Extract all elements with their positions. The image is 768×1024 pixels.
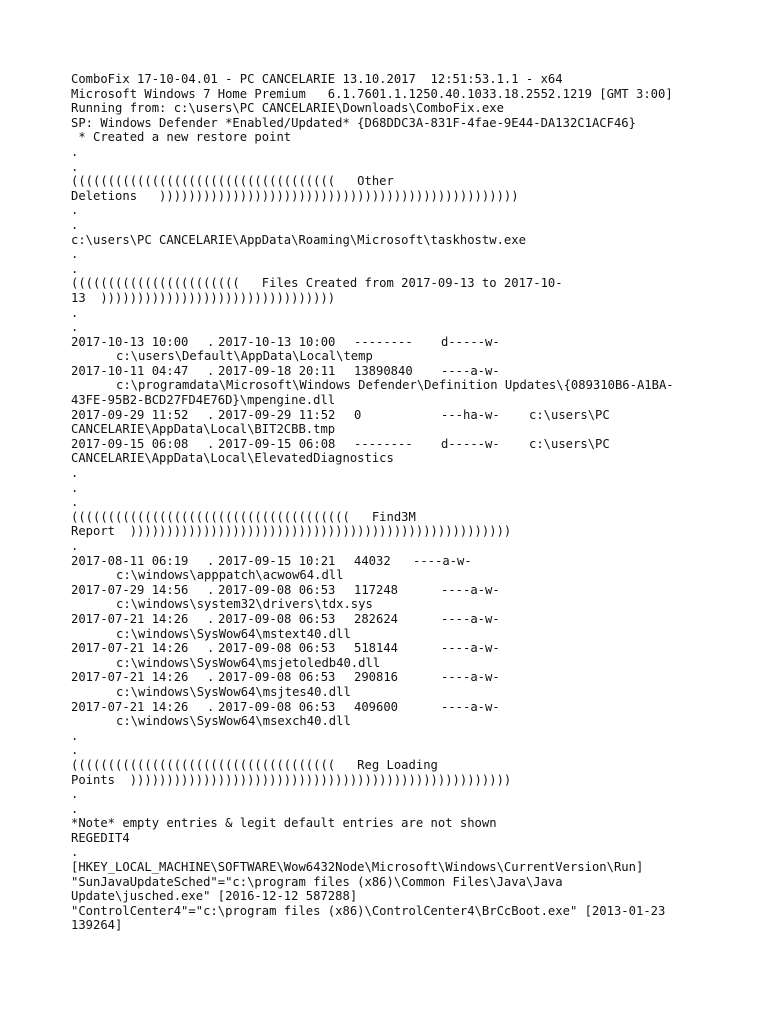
restore-point-line: * Created a new restore point: [71, 130, 292, 145]
registry-value: "ControlCenter4"="c:\program files (x86)\ControlCenter4\BrCcBoot.exe" [2013-01-23: [71, 903, 666, 918]
file-path: c:\users\PC: [529, 407, 610, 422]
file-entry: [71, 700, 711, 715]
file-path: c:\windows\SysWow64\mstext40.dll: [116, 626, 351, 641]
file-entry: [71, 437, 711, 452]
file-entry: [71, 364, 711, 379]
file-path: c:\programdata\Microsoft\Windows Defender\Definition Updates\{089310B6-A1BA-: [116, 378, 674, 393]
file-path: c:\windows\SysWow64\msjtes40.dll: [116, 684, 351, 699]
modified-date: 2017-09-18 20:11: [218, 363, 336, 378]
file-path: c:\windows\apppatch\acwow64.dll: [116, 568, 344, 583]
created-date: 2017-09-15 06:08: [71, 436, 189, 451]
section-header-find3m: (((((((((((((((((((((((((((((((((((((( Find3M: [71, 509, 416, 524]
deleted-file-path: c:\users\PC CANCELARIE\AppData\Roaming\Microsoft\taskhostw.exe: [71, 232, 526, 247]
file-path-cont: CANCELARIE\AppData\Local\ElevatedDiagnostics: [71, 451, 394, 466]
section-header-reg-loading-cont: Points )))))))))))))))))))))))))))))))))))))))))))))))))))): [71, 772, 512, 787]
entry-separator: .: [207, 582, 215, 597]
section-header-files-created-cont: 13 )))))))))))))))))))))))))))))))): [71, 290, 336, 305]
file-path: c:\users\PC: [529, 436, 610, 451]
file-attributes: ----a-w-: [441, 641, 500, 656]
entry-separator: .: [207, 334, 215, 349]
file-attributes: d-----w-: [441, 436, 500, 451]
file-attributes: ----a-w-: [441, 611, 500, 626]
file-size: 0: [354, 407, 362, 422]
registry-value-cont: Update\jusched.exe" [2016-12-12 587288]: [71, 889, 358, 904]
file-path: c:\windows\system32\drivers\tdx.sys: [116, 597, 373, 612]
modified-date: 2017-09-29 11:52: [218, 407, 336, 422]
file-size: 409600: [354, 699, 399, 714]
file-attributes: ---ha-w-: [441, 407, 500, 422]
separator-dot: .: [71, 305, 79, 320]
modified-date: 2017-09-08 06:53: [218, 582, 336, 597]
file-path: c:\windows\SysWow64\msexch40.dll: [116, 714, 351, 729]
separator-dot: .: [71, 539, 79, 553]
file-entry: [71, 554, 711, 569]
note-line: *Note* empty entries & legit default entries are not shown: [71, 816, 497, 831]
created-date: 2017-10-13 10:00: [71, 334, 189, 349]
file-entry: [71, 583, 711, 598]
section-header-other-deletions: (((((((((((((((((((((((((((((((((((( Other: [71, 174, 394, 189]
security-provider-line: SP: Windows Defender *Enabled/Updated* {D68DDC3A-831F-4fae-9E44-DA132C1ACF46}: [71, 115, 636, 130]
separator-dot: .: [71, 466, 79, 481]
separator-dot: .: [71, 203, 79, 218]
file-size: 290816: [354, 670, 399, 685]
file-path-cont: 43FE-95B2-BCD27FD4E76D}\mpengine.dll: [71, 393, 336, 408]
file-entry: [71, 641, 711, 656]
separator-dot: .: [71, 261, 79, 276]
file-size: 44032: [354, 553, 391, 568]
separator-dot: .: [71, 480, 79, 495]
created-date: 2017-07-21 14:26: [71, 670, 189, 685]
file-attributes: ----a-w-: [413, 553, 472, 568]
file-attributes: ----a-w-: [441, 699, 500, 714]
entry-separator: .: [207, 363, 215, 378]
separator-dot: .: [71, 320, 79, 335]
running-from-line: Running from: c:\users\PC CANCELARIE\Downloads\ComboFix.exe: [71, 101, 504, 116]
separator-dot: .: [71, 801, 79, 816]
separator-dot: .: [71, 787, 79, 802]
separator-dot: .: [71, 217, 79, 232]
entry-separator: .: [207, 670, 215, 685]
os-info-line: Microsoft Windows 7 Home Premium 6.1.7601.1.1250.40.1033.18.2552.1219 [GMT 3:00]: [71, 86, 673, 101]
entry-separator: .: [207, 553, 215, 568]
registry-value-cont: 139264]: [71, 918, 123, 933]
modified-date: 2017-09-08 06:53: [218, 699, 336, 714]
registry-value: "SunJavaUpdateSched"="c:\program files (x86)\Common Files\Java\Java: [71, 874, 563, 889]
entry-separator: .: [207, 611, 215, 626]
separator-dot: .: [71, 845, 79, 860]
modified-date: 2017-09-15 06:08: [218, 436, 336, 451]
section-header-find3m-cont: Report )))))))))))))))))))))))))))))))))))))))))))))))))))): [71, 524, 512, 539]
file-size: --------: [354, 334, 413, 349]
modified-date: 2017-10-13 10:00: [218, 334, 336, 349]
file-entry: [71, 408, 711, 423]
separator-dot: .: [71, 743, 79, 758]
combofix-log: [71, 72, 711, 933]
file-size: 282624: [354, 611, 399, 626]
separator-dot: .: [71, 144, 79, 159]
section-header-reg-loading: (((((((((((((((((((((((((((((((((((( Reg Loading: [71, 757, 438, 772]
created-date: 2017-07-21 14:26: [71, 641, 189, 656]
file-path: c:\windows\SysWow64\msjetoledb40.dll: [116, 655, 381, 670]
section-header-files-created: ((((((((((((((((((((((( Files Created from 2017-09-13 to 2017-10-: [71, 276, 563, 291]
modified-date: 2017-09-08 06:53: [218, 641, 336, 656]
separator-dot: .: [71, 495, 79, 510]
file-entry: [71, 612, 711, 627]
modified-date: 2017-09-08 06:53: [218, 670, 336, 685]
entry-separator: .: [207, 436, 215, 451]
file-attributes: ----a-w-: [441, 670, 500, 685]
file-attributes: d-----w-: [441, 334, 500, 349]
separator-dot: .: [71, 159, 79, 174]
created-date: 2017-07-21 14:26: [71, 699, 189, 714]
created-date: 2017-09-29 11:52: [71, 407, 189, 422]
log-header-line: ComboFix 17-10-04.01 - PC CANCELARIE 13.10.2017 12:51:53.1.1 - x64: [71, 72, 563, 86]
entry-separator: .: [207, 407, 215, 422]
entry-separator: .: [207, 641, 215, 656]
file-entry: [71, 670, 711, 685]
registry-key: [HKEY_LOCAL_MACHINE\SOFTWARE\Wow6432Node\Microsoft\Windows\CurrentVersion\Run]: [71, 860, 644, 875]
file-path-cont: CANCELARIE\AppData\Local\BIT2CBB.tmp: [71, 422, 336, 437]
created-date: 2017-07-29 14:56: [71, 582, 189, 597]
separator-dot: .: [71, 728, 79, 743]
entry-separator: .: [207, 699, 215, 714]
created-date: 2017-08-11 06:19: [71, 553, 189, 568]
file-size: 117248: [354, 582, 399, 597]
file-attributes: ----a-w-: [441, 582, 500, 597]
file-path: c:\users\Default\AppData\Local\temp: [116, 349, 373, 364]
created-date: 2017-07-21 14:26: [71, 611, 189, 626]
file-size: 13890840: [354, 363, 413, 378]
regedit-line: REGEDIT4: [71, 830, 130, 845]
file-size: --------: [354, 436, 413, 451]
modified-date: 2017-09-15 10:21: [218, 553, 336, 568]
file-size: 518144: [354, 641, 399, 656]
modified-date: 2017-09-08 06:53: [218, 611, 336, 626]
created-date: 2017-10-11 04:47: [71, 363, 189, 378]
file-attributes: ----a-w-: [441, 363, 500, 378]
separator-dot: .: [71, 247, 79, 262]
file-entry: [71, 335, 711, 350]
section-header-other-deletions-cont: Deletions ))))))))))))))))))))))))))))))))))))))))))))))))): [71, 188, 519, 203]
